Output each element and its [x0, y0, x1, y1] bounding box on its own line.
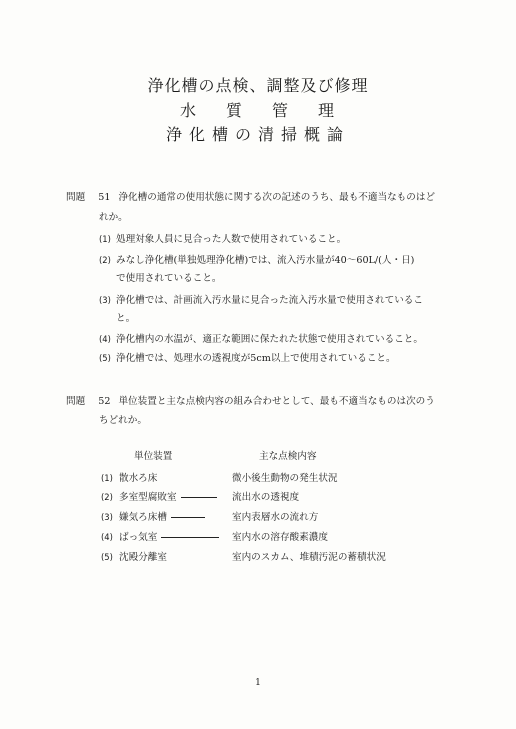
question-52-stem-line2: ちどれか。 [99, 415, 147, 426]
question-51-option-2-cont: で使用されていること。 [116, 273, 222, 284]
question-51-option-2: (2) みなし浄化槽(単独処理浄化槽)では、流入汚水量が40〜60L/(人・日) [99, 255, 415, 266]
row-unit: 多室型腐敗室 [119, 492, 177, 503]
question-51-stem-line2: れか。 [99, 212, 128, 223]
row-check: 微小後生動物の発生状況 [232, 473, 338, 484]
column-header-check: 主な点検内容 [259, 451, 317, 462]
table-row: (5) 沈殿分離室 [101, 552, 167, 563]
row-unit: 散水ろ床 [119, 473, 158, 484]
heading-maintenance: 浄化槽の点検、調整及び修理 [147, 76, 369, 95]
connector-line [161, 537, 219, 538]
table-row: (4) ばっ気室 [101, 531, 223, 544]
heading-water-quality: 水質管理 [179, 101, 364, 120]
row-check: 室内表層水の流れ方 [232, 512, 319, 523]
question-52-stem [66, 395, 435, 408]
question-51-stem-line1: 浄化槽の通常の使用状態に関する次の記述のうち、最も不適当なものはど [118, 192, 436, 203]
question-52-number: 52 [98, 396, 111, 407]
table-row: (1) 散水ろ床 [101, 473, 158, 484]
question-51-option-3-cont: と。 [116, 313, 136, 324]
row-check: 流出水の透視度 [232, 492, 300, 503]
question-51-option-1: (1) 処理対象人員に見合った人数で使用されていること。 [99, 234, 347, 245]
connector-line [181, 497, 217, 498]
table-row: (2) 多室型腐敗室 [101, 491, 221, 504]
question-51-option-5: (5) 浄化槽では、処理水の透視度が5cm以上で使用されていること。 [99, 353, 396, 364]
table-row: (3) 嫌気ろ床槽 [101, 511, 209, 524]
question-51-option-4: (4) 浄化槽内の水温が、適正な範囲に保たれた状態で使用されていること。 [99, 334, 423, 345]
question-52-stem-line1: 単位装置と主な点検内容の組み合わせとして、最も不適当なものは次のう [118, 396, 435, 407]
column-header-unit: 単位装置 [134, 451, 173, 462]
question-51-number: 51 [98, 192, 111, 203]
question-51-stem [66, 191, 435, 204]
heading-cleaning: 浄化槽の清掃概論 [165, 125, 350, 144]
row-check: 室内のスカム、堆積汚泥の蓄積状況 [232, 552, 386, 563]
row-unit: 嫌気ろ床槽 [119, 512, 167, 523]
page-number: 1 [255, 678, 261, 688]
row-unit: 沈殿分離室 [119, 552, 167, 563]
row-unit: ばっ気室 [119, 532, 158, 543]
row-check: 室内水の溶存酸素濃度 [232, 532, 328, 543]
question-51-option-3: (3) 浄化槽では、計画流入汚水量に見合った流入汚水量で使用されているこ [99, 295, 423, 306]
connector-line [171, 517, 205, 518]
question-52-label: 問題 [66, 396, 86, 407]
question-51-label: 問題 [66, 192, 86, 203]
